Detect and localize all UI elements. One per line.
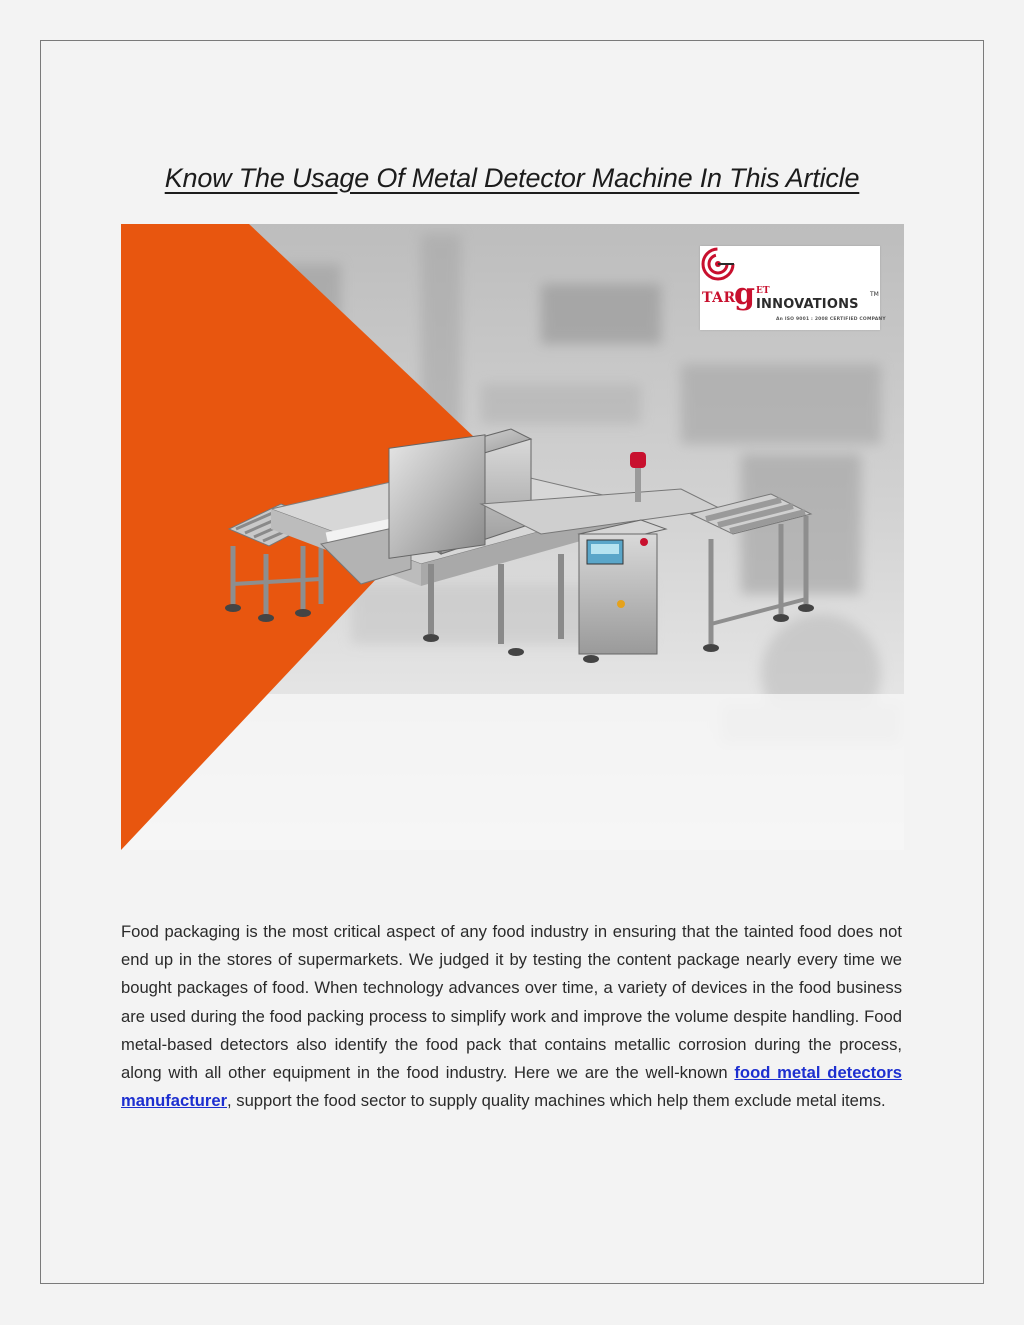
- target-logo-icon: [700, 246, 736, 282]
- brand-logo: [700, 246, 886, 330]
- hero-image: [121, 224, 904, 850]
- paragraph-text-after-link: , support the food sector to supply quality machines which help them exclude metal items.: [227, 1091, 886, 1111]
- paragraph-text-before-link: Food packaging is the most critical aspect of any food industry in ensuring that the tainted food does not end up in the stores of supermarkets. We judged it by testing the content package nearly every time we bought packages of food. When technology advances over time, a variety of devices in the food business are used during the food packing process to simplify work and improve the volume despite handling. Food metal-based detectors also identify the food pack that contains metallic corrosion during the process, along with all other equipment in the food industry. Here we are the well-known: [121, 922, 902, 1083]
- manufacturer-link[interactable]: food metal detectors manufacturer: [121, 1063, 902, 1111]
- logo-trademark: TM: [870, 291, 879, 298]
- logo-text-et: ET: [756, 286, 770, 296]
- article-paragraph: [121, 918, 902, 1115]
- logo-certification: An ISO 9001 : 2008 CERTIFIED COMPANY: [776, 317, 886, 322]
- logo-text-tar: TAR: [702, 290, 736, 306]
- logo-text-g: g: [734, 277, 755, 312]
- page-title: Know The Usage Of Metal Detector Machine In This Article: [164, 163, 860, 193]
- logo-text-innovations: INNOVATIONS: [756, 297, 859, 312]
